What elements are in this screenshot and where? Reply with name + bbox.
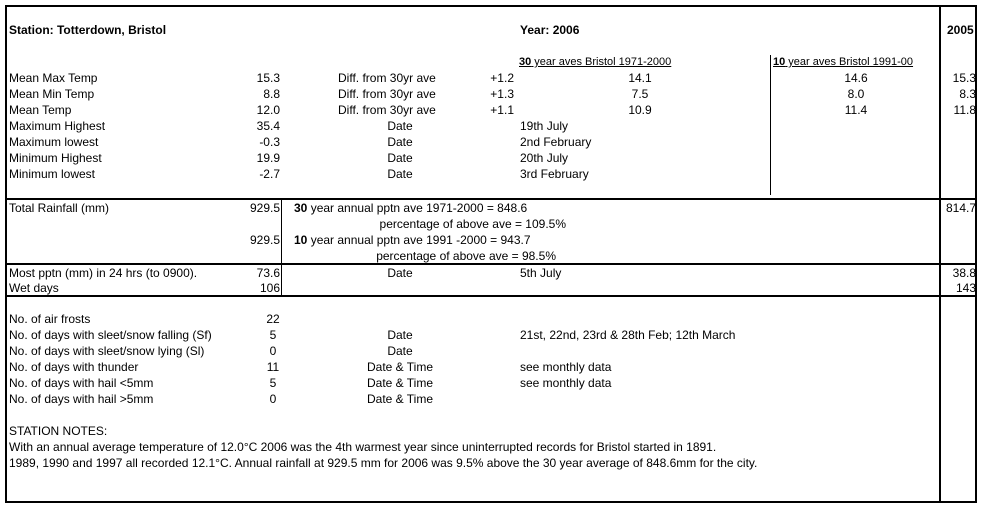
row-value: -0.3 [259, 135, 280, 149]
row-label: Minimum Highest [9, 151, 102, 165]
pptn-value: 73.6 [256, 266, 280, 280]
date-label: Date & Time [366, 392, 434, 406]
row-note: see monthly data [520, 376, 612, 390]
station-title: Station: Totterdown, Bristol [9, 23, 167, 37]
pptn-prev-value: 38.8 [952, 266, 976, 280]
value-col-divider-rain [281, 199, 282, 295]
rainfall-10yr-percentage: percentage of above ave = 98.5% [376, 249, 556, 263]
row-label: Mean Max Temp [9, 71, 98, 85]
row-value: 8.8 [263, 87, 280, 101]
rainfall-prev-value: 814.7 [945, 201, 976, 215]
row-value: 35.4 [256, 119, 280, 133]
rainfall-label: Total Rainfall (mm) [9, 201, 110, 215]
station-notes-line: 1989, 1990 and 1997 all recorded 12.1°C. Annual rainfall at 929.5 mm for 2006 was 9.5% above the 30 year average of 848.6mm for the city. [9, 456, 758, 470]
station-notes-title: STATION NOTES: [9, 424, 108, 438]
diff-label: Diff. from 30yr ave [338, 71, 436, 85]
date-label: Date [387, 328, 413, 342]
row-label: No. of days with thunder [9, 360, 139, 374]
row-label: No. of days with hail >5mm [9, 392, 154, 406]
wet-days-value: 106 [259, 281, 280, 295]
row-value: 19.9 [256, 151, 280, 165]
pptn-date-label: Date [387, 266, 413, 280]
row-label: Maximum lowest [9, 135, 99, 149]
row-value: -2.7 [259, 167, 280, 181]
row-value: 5 [269, 328, 277, 342]
pptn-label: Most pptn (mm) in 24 hrs (to 0900). [9, 266, 198, 280]
ave10-value: 8.0 [847, 87, 865, 101]
row-value: 5 [269, 376, 277, 390]
year-title: Year: 2006 [520, 23, 580, 37]
row-note: see monthly data [520, 360, 612, 374]
row-note: 21st, 22nd, 23rd & 28th Feb; 12th March [520, 328, 736, 342]
date-label: Date & Time [366, 376, 434, 390]
prev-value: 8.3 [959, 87, 976, 101]
diff-label: Diff. from 30yr ave [338, 87, 436, 101]
divider-days [6, 295, 976, 297]
row-value: 0 [269, 344, 277, 358]
row-label: No. of air frosts [9, 312, 91, 326]
diff-value: +1.3 [490, 87, 514, 101]
pptn-date: 5th July [520, 266, 562, 280]
row-label: No. of days with sleet/snow falling (Sf) [9, 328, 212, 342]
diff-value: +1.2 [490, 71, 514, 85]
date-value: 2nd February [520, 135, 592, 149]
row-value: 15.3 [256, 71, 280, 85]
row-label: Maximum Highest [9, 119, 106, 133]
date-label: Date [387, 151, 413, 165]
rainfall-30yr-percentage: percentage of above ave = 109.5% [379, 217, 566, 231]
ave30-value: 7.5 [631, 87, 649, 101]
row-label: Minimum lowest [9, 167, 96, 181]
row-value: 22 [266, 312, 280, 326]
date-value: 20th July [520, 151, 569, 165]
ave10-value: 14.6 [844, 71, 868, 85]
ave10-heading: 10 year aves Bristol 1991-00 [773, 56, 914, 68]
date-label: Date [387, 344, 413, 358]
date-label: Date [387, 167, 413, 181]
ave10-value: 11.4 [844, 103, 868, 117]
rainfall-10yr-line: 10 year annual pptn ave 1991 -2000 = 943.7 [294, 233, 531, 247]
ten-year-divider [770, 55, 771, 195]
row-label: No. of days with hail <5mm [9, 376, 154, 390]
wet-days-label: Wet days [9, 281, 59, 295]
diff-label: Diff. from 30yr ave [338, 103, 436, 117]
ave30-value: 14.1 [628, 71, 652, 85]
rainfall-value: 929.5 [249, 201, 280, 215]
row-value: 12.0 [256, 103, 280, 117]
row-value: 11 [266, 360, 280, 374]
date-value: 3rd February [520, 167, 589, 181]
row-label: Mean Temp [9, 103, 72, 117]
divider-rainfall [6, 198, 976, 200]
prev-value: 15.3 [952, 71, 976, 85]
diff-value: +1.1 [490, 103, 514, 117]
row-label: Mean Min Temp [9, 87, 95, 101]
wet-days-prev-value: 143 [955, 281, 976, 295]
ave30-value: 10.9 [628, 103, 652, 117]
row-value: 0 [269, 392, 277, 406]
date-label: Date [387, 135, 413, 149]
rainfall-value-repeat: 929.5 [249, 233, 280, 247]
row-label: No. of days with sleet/snow lying (Sl) [9, 344, 205, 358]
prev-value: 11.8 [953, 103, 976, 117]
date-value: 19th July [520, 119, 569, 133]
station-notes-line: With an annual average temperature of 12.0°C 2006 was the 4th warmest year since uninterrupted records for Bristol started in 1891. [9, 440, 717, 454]
rainfall-30yr-line: 30 year annual pptn ave 1971-2000 = 848.6 [294, 201, 528, 215]
prev-year-title: 2005 [947, 23, 974, 37]
date-label: Date & Time [366, 360, 434, 374]
date-label: Date [387, 119, 413, 133]
ave30-heading: 30 year aves Bristol 1971-2000 [519, 56, 672, 68]
